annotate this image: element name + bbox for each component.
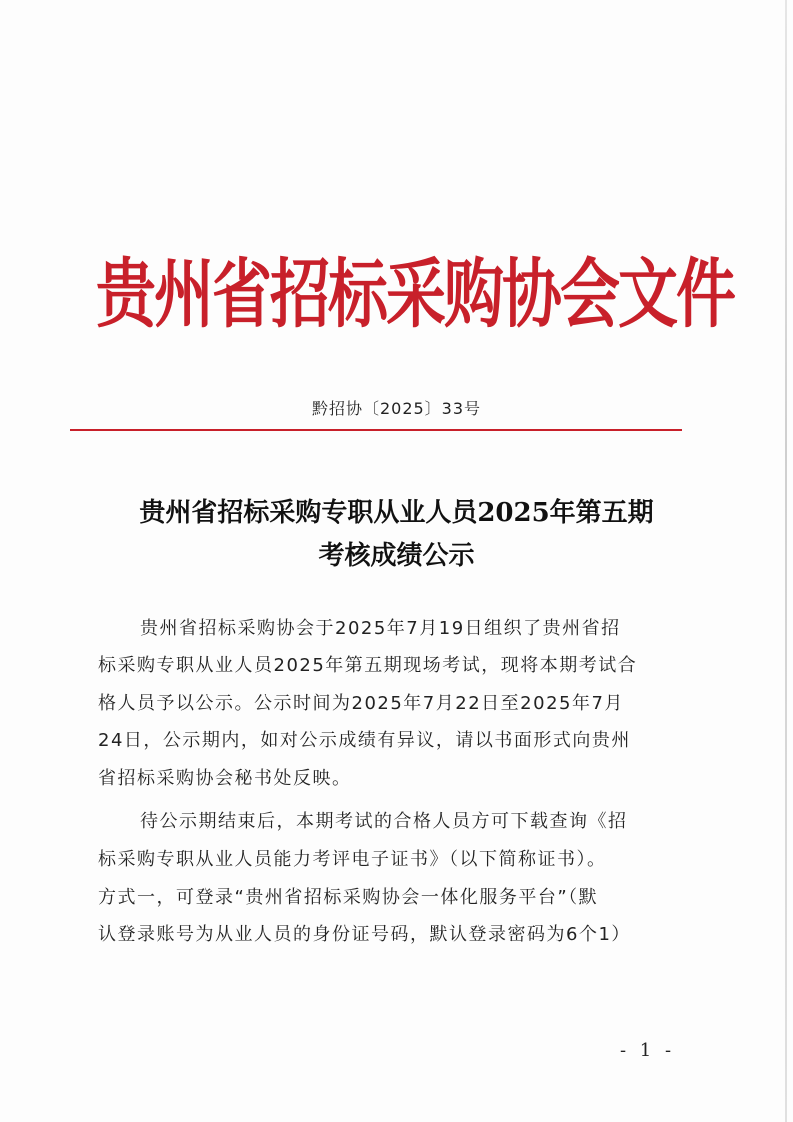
document-number: 黔招协〔2025〕33号 (311, 399, 482, 418)
body-paragraph-1-line-2: 标采购专职从业人员2025年第五期现场考试，现将本期考试合 (98, 655, 638, 676)
notice-title-line-1: 贵州省招标采购专职从业人员2025年第五期 (139, 498, 654, 528)
notice-title-line-2: 考核成绩公示 (318, 541, 475, 571)
body-paragraph-2-line-1: 待公示期结束后，本期考试的合格人员方可下载查询《招 (140, 811, 628, 832)
body-paragraph-2-line-4: 认登录账号为从业人员的身份证号码，默认登录密码为6个1） (98, 924, 631, 945)
body-paragraph-1-line-3: 格人员予以公示。公示时间为2025年7月22日至2025年7月 (98, 693, 624, 714)
body-paragraph-1-line-5: 省招标采购协会秘书处反映。 (98, 768, 352, 789)
letterhead-red-divider (70, 429, 682, 431)
body-paragraph-1-line-4: 24日，公示期内，如对公示成绩有异议，请以书面形式向贵州 (98, 730, 631, 751)
body-paragraph-2-line-3: 方式一，可登录“贵州省招标采购协会一体化服务平台”（默 (98, 887, 599, 908)
body-paragraph-2-line-2: 标采购专职从业人员能力考评电子证书》（以下简称证书）。 (98, 849, 607, 870)
body-paragraph-1-line-1: 贵州省招标采购协会于2025年7月19日组织了贵州省招 (140, 618, 621, 639)
letterhead-org-title: 贵州省招标采购协会文件 (96, 251, 734, 339)
scan-edge-shadow (785, 0, 787, 1122)
page-number: - 1 - (620, 1040, 676, 1061)
